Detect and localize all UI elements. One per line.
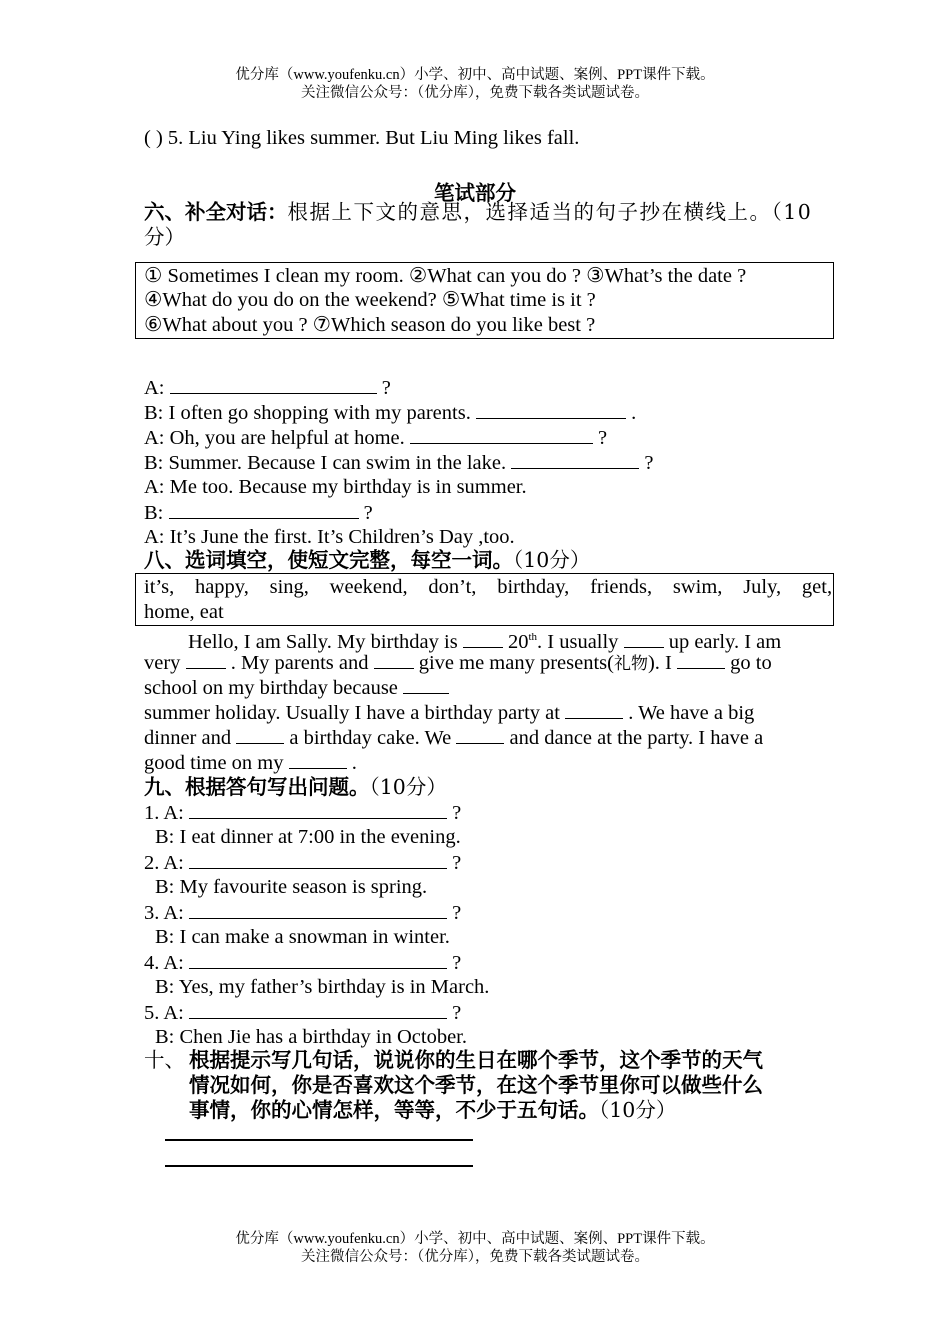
dialogue-line-4 <box>144 450 653 476</box>
answer-3: B: I can make a snowman in winter. <box>155 926 450 948</box>
question-label: 1. A: <box>144 802 189 824</box>
option-line-3: ⑥What about you ? ⑦Which season do you like best ? <box>144 314 596 336</box>
answer-blank[interactable] <box>456 725 504 744</box>
answer-blank[interactable] <box>189 900 447 919</box>
dialogue-text: B: I often go shopping with my parents. <box>144 402 476 424</box>
dialogue-line-5: A: Me too. Because my birthday is in summer. <box>144 476 527 498</box>
dialogue-text: B: Summer. Because I can swim in the lake. <box>144 452 512 474</box>
footer-line-1: 优分库（www.youfenku.cn）小学、初中、高中试题、案例、PPT课件下载。 <box>235 1231 715 1247</box>
passage-superscript: th <box>528 631 538 643</box>
dialogue-text: . <box>625 402 637 424</box>
word-bank-word: July, <box>743 576 782 598</box>
page-footer <box>0 1230 950 1266</box>
passage-line-4 <box>144 700 754 726</box>
written-section-title: 笔试部分 <box>434 181 516 205</box>
passage-text: good time on my <box>144 752 289 774</box>
section10-line-1: 根据提示写几句话，说说你的生日在哪个季节，这个季节的天气 <box>189 1048 763 1072</box>
passage-line-6 <box>144 750 357 776</box>
passage-text: very <box>144 652 186 674</box>
section8-title: 八、选词填空，使短文完整，每空一词。 <box>144 548 513 572</box>
passage-line-5 <box>144 725 763 751</box>
section10-line-3 <box>189 1098 676 1124</box>
passage-text: go to <box>725 652 772 674</box>
answer-blank[interactable] <box>624 629 664 648</box>
passage-text: . <box>346 752 357 774</box>
answer-blank[interactable] <box>170 375 377 394</box>
passage-text: up early. I am <box>663 630 782 653</box>
dialogue-text: A: Oh, you are helpful at home. <box>144 427 410 449</box>
word-bank-word: weekend, <box>329 576 408 598</box>
word-bank-word: happy, <box>194 576 249 598</box>
passage-text: school on my birthday because <box>144 677 404 699</box>
question-label: 4. A: <box>144 952 189 974</box>
word-bank-word: get, <box>801 576 833 598</box>
section10-prefix: 十、 <box>144 1048 185 1072</box>
listening-item-5: ( ) 5. Liu Ying likes summer. But Liu Ming likes fall. <box>144 127 580 149</box>
answer-blank[interactable] <box>289 750 347 769</box>
passage-text: 20 <box>502 630 529 653</box>
passage-text: a birthday cake. We <box>284 727 457 749</box>
dialogue-text: ? <box>358 502 373 524</box>
section8-heading <box>144 548 590 574</box>
word-bank-word: it’s, <box>144 576 175 598</box>
dialogue-text: B: <box>144 502 169 524</box>
option-line-2: ④What do you do on the weekend? ⑤What time is it ? <box>144 289 596 311</box>
question-3: 3. A: ? <box>144 902 462 924</box>
passage-line-3 <box>144 675 449 701</box>
passage-text: Hello, I am Sally. My birthday is <box>188 630 463 653</box>
passage-text: ). I <box>647 652 678 674</box>
word-bank-line-2: home, eat <box>144 601 224 623</box>
answer-blank[interactable] <box>236 725 284 744</box>
passage-text: dinner and <box>144 727 237 749</box>
page-header <box>0 66 950 102</box>
answer-4: B: Yes, my father’s birthday is in March. <box>155 976 490 998</box>
answer-blank[interactable] <box>463 629 503 648</box>
section10-score: （10分） <box>599 1098 677 1122</box>
word-bank-line-1 <box>144 575 832 600</box>
section9-score: （10分） <box>369 775 447 799</box>
word-bank-word: friends, <box>590 576 653 598</box>
dialogue-text: ? <box>592 427 608 449</box>
question-2: 2. A: ? <box>144 852 462 874</box>
answer-blank[interactable] <box>189 850 447 869</box>
answer-blank[interactable] <box>189 1000 447 1019</box>
word-bank-word: swim, <box>672 576 723 598</box>
dialogue-line-1 <box>144 375 391 401</box>
answer-blank[interactable] <box>677 650 725 669</box>
section10-line-2: 情况如何，你是否喜欢这个季节，在这个季节里你可以做些什么 <box>189 1073 763 1097</box>
section10-line-3-text: 事情，你的心情怎样，等等，不少于五句话。 <box>189 1098 599 1122</box>
writing-line[interactable] <box>165 1139 473 1141</box>
word-bank-word: don’t, <box>428 576 477 598</box>
dialogue-line-3 <box>144 425 607 451</box>
passage-text: . I usually <box>537 630 624 653</box>
answer-blank[interactable] <box>403 675 449 694</box>
question-label: 3. A: <box>144 902 189 924</box>
question-4: 4. A: ? <box>144 952 462 974</box>
option-line-1: ① Sometimes I clean my room. ②What can you do ? ③What’s the date ? <box>144 265 747 287</box>
answer-blank[interactable] <box>189 950 447 969</box>
dialogue-text: ? <box>639 452 654 474</box>
section8-score: （10分） <box>513 548 591 572</box>
answer-blank[interactable] <box>186 650 226 669</box>
answer-blank[interactable] <box>410 425 593 444</box>
answer-blank[interactable] <box>169 500 359 519</box>
answer-1: B: I eat dinner at 7:00 in the evening. <box>155 826 461 848</box>
answer-blank[interactable] <box>189 800 447 819</box>
answer-blank[interactable] <box>374 650 414 669</box>
answer-2: B: My favourite season is spring. <box>155 876 428 898</box>
section9-heading <box>144 775 447 801</box>
section9-title: 九、根据答句写出问题。 <box>144 775 370 799</box>
passage-text: give me many presents( <box>413 652 614 674</box>
footer-line-2: 关注微信公众号：（优分库），免费下载各类试题试卷。 <box>301 1249 649 1265</box>
section6-instruction-cont: 分） <box>144 225 185 249</box>
word-bank-word: birthday, <box>497 576 570 598</box>
passage-text: 礼物 <box>613 654 648 674</box>
dialogue-text: ? <box>376 377 391 399</box>
passage-text: summer holiday. Usually I have a birthday party at <box>144 702 566 724</box>
word-bank-word: sing, <box>269 576 309 598</box>
passage-text: . We have a big <box>623 702 755 724</box>
answer-5: B: Chen Jie has a birthday in October. <box>155 1026 467 1048</box>
dialogue-line-2 <box>144 400 636 426</box>
answer-blank[interactable] <box>565 700 623 719</box>
writing-line[interactable] <box>165 1165 473 1167</box>
header-line-2: 关注微信公众号：（优分库），免费下载各类试题试卷。 <box>301 85 649 101</box>
dialogue-line-7: A: It’s June the first. It’s Children’s Day ,too. <box>144 526 515 548</box>
question-5: 5. A: ? <box>144 1002 462 1024</box>
dialogue-text: A: <box>144 377 170 399</box>
answer-blank[interactable] <box>511 450 639 469</box>
passage-text: and dance at the party. I have a <box>504 727 764 749</box>
answer-blank[interactable] <box>476 400 626 419</box>
passage-line-2 <box>144 650 772 677</box>
section6-heading <box>144 200 832 226</box>
passage-text: . My parents and <box>225 652 374 674</box>
question-label: 5. A: <box>144 1002 189 1024</box>
header-line-1: 优分库（www.youfenku.cn）小学、初中、高中试题、案例、PPT课件下载。 <box>235 67 715 83</box>
section6-title: 六、补全对话： <box>144 200 288 224</box>
question-label: 2. A: <box>144 852 189 874</box>
dialogue-line-6 <box>144 500 373 526</box>
section6-instruction: 根据上下文的意思，选择适当的句子抄在横线上。（10 <box>287 200 813 224</box>
question-1: 1. A: ? <box>144 802 462 824</box>
